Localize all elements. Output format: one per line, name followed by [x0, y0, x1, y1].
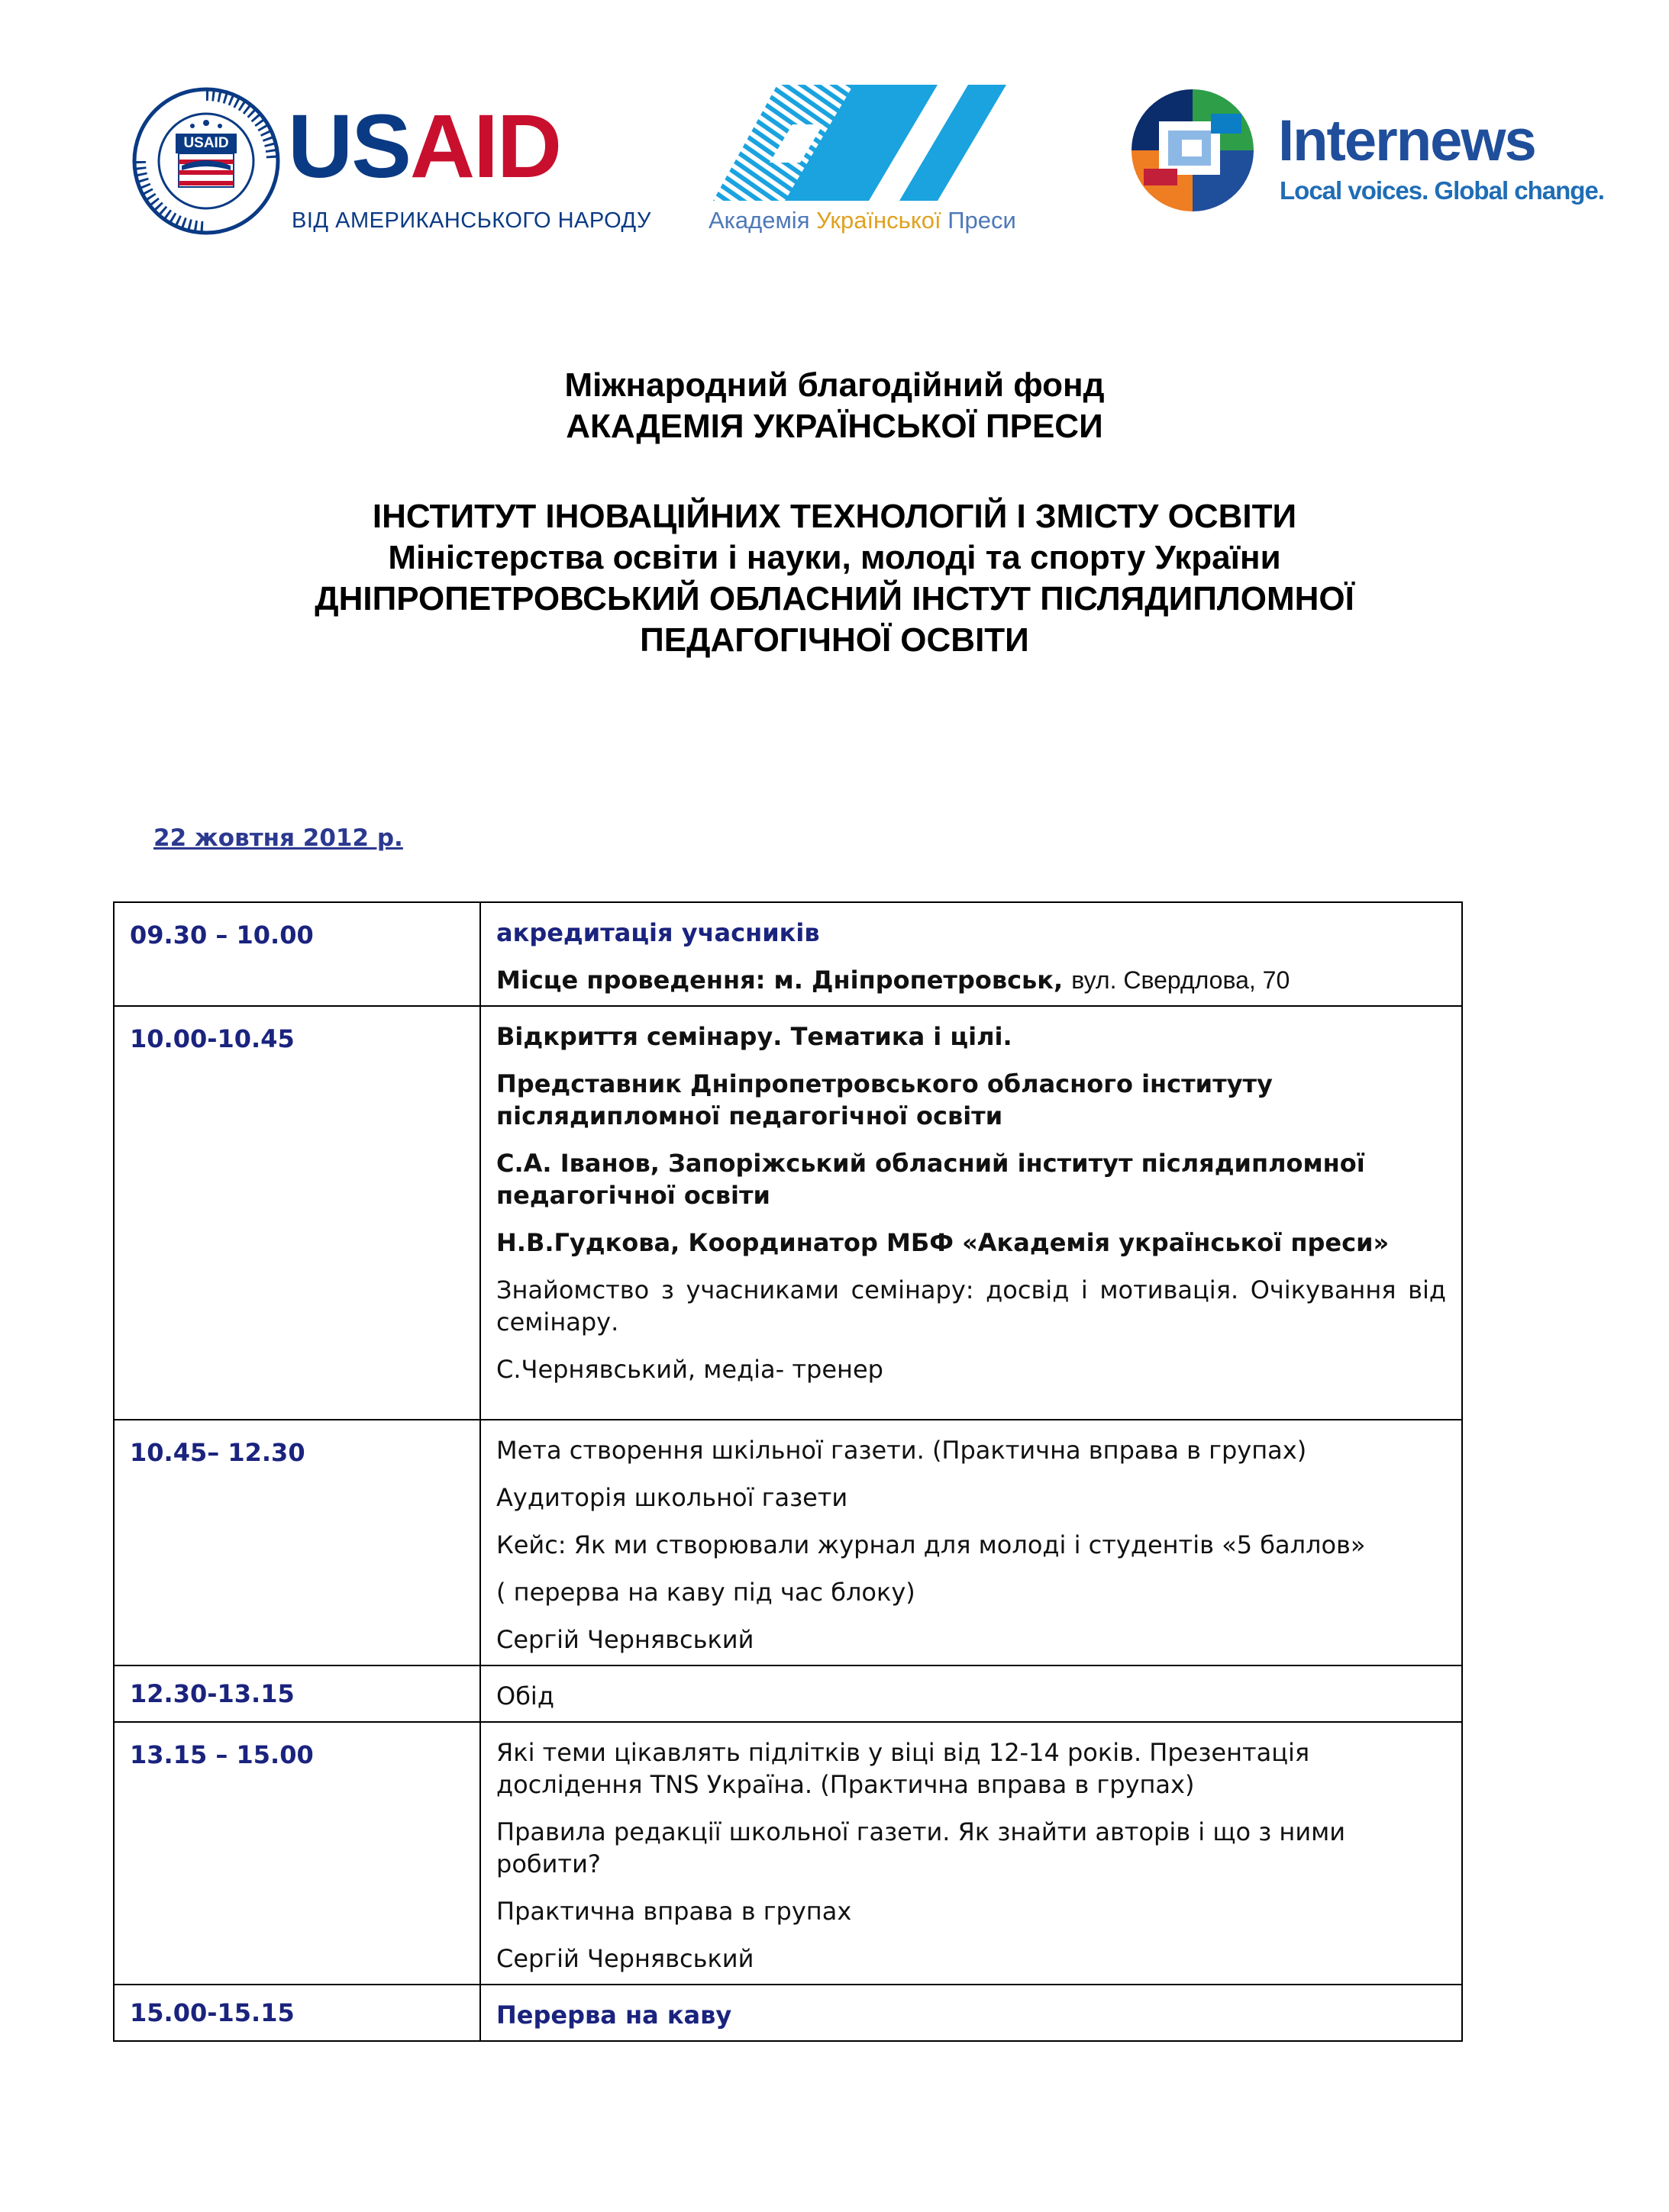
- aup-logo: [709, 79, 1014, 247]
- usaid-seal-icon: [131, 86, 281, 236]
- agenda-item: С.А. Іванов, Запоріжський обласний інститут післядипломної педагогічної освіти: [496, 1149, 1365, 1210]
- header-line-2: АКАДЕМІЯ УКРАЇНСЬКОЇ ПРЕСИ: [566, 408, 1103, 445]
- event-date: 22 жовтня 2012 р.: [153, 824, 403, 852]
- agenda-item: акредитація учасників: [496, 918, 820, 947]
- header-line-5: ДНІПРОПЕТРОВСЬКИЙ ОБЛАСНИЙ ІНСТУТ ПІСЛЯДИПЛОМНОЇ: [315, 580, 1354, 617]
- internews-wordmark: Internews: [1278, 108, 1535, 173]
- agenda-content: [480, 902, 1462, 1006]
- logo-bar: [0, 73, 1604, 256]
- agenda-row: [114, 1420, 1462, 1665]
- aup-caption: Академія Української Преси: [709, 207, 1016, 234]
- agenda-content: [480, 1985, 1462, 2041]
- usaid-wordmark: USAID: [288, 96, 561, 197]
- header-institutes: [0, 496, 1669, 661]
- agenda-item: Кейс: Як ми створювали журнал для молоді і студентів «5 баллов»: [496, 1530, 1366, 1559]
- internews-tagline: Local voices. Global change.: [1280, 176, 1604, 205]
- agenda-item: Сергій Чернявський: [496, 1944, 754, 1973]
- agenda-item: Знайомство з учасниками семінару: досвід і мотивація. Очікування від семінару.: [496, 1275, 1446, 1337]
- agenda-content: [480, 1665, 1462, 1722]
- agenda-time: 12.30-13.15: [114, 1665, 480, 1722]
- agenda-content: [480, 1006, 1462, 1420]
- agenda-table: [113, 901, 1463, 2042]
- agenda-row: [114, 1665, 1462, 1722]
- agenda-content: [480, 1420, 1462, 1665]
- agenda-row: [114, 902, 1462, 1006]
- agenda-time: 15.00-15.15: [114, 1985, 480, 2041]
- agenda-item: Відкриття семінару. Тематика і цілі.: [496, 1022, 1012, 1051]
- agenda-time: 10.45– 12.30: [114, 1420, 480, 1665]
- agenda-item: Які теми цікавлять підлітків у віці від 12-14 років. Презентація дослідення TNS Україна. (Практична вправа в групах): [496, 1738, 1310, 1799]
- agenda-row: [114, 1722, 1462, 1985]
- aup-emblem-icon: [709, 79, 1014, 205]
- agenda-item: Обід: [496, 1682, 554, 1711]
- agenda-item: ( перерва на каву під час блоку): [496, 1578, 915, 1607]
- header-line-1: Міжнародний благодійний фонд: [564, 366, 1105, 404]
- usaid-seal-badge: USAID: [183, 135, 229, 151]
- agenda-content: [480, 1722, 1462, 1985]
- header-line-4: Міністерства освіти і науки, молоді та спорту України: [388, 539, 1281, 576]
- agenda-item: Аудиторія школьної газети: [496, 1483, 848, 1512]
- agenda-time: 10.00-10.45: [114, 1006, 480, 1420]
- agenda-item: Правила редакції школьної газети. Як знайти авторів і що з ними робити?: [496, 1817, 1346, 1878]
- header-organization: [0, 365, 1669, 447]
- agenda-item: Практична вправа в групах: [496, 1897, 852, 1926]
- agenda-item: Перерва на каву: [496, 2001, 732, 2030]
- internews-logo: [1125, 83, 1604, 236]
- agenda-item: Мета створення шкільної газети. (Практична вправа в групах): [496, 1436, 1307, 1465]
- agenda-row: [114, 1006, 1462, 1420]
- agenda-row: [114, 1985, 1462, 2041]
- agenda-time: 09.30 – 10.00: [114, 902, 480, 1006]
- agenda-item: Н.В.Гудкова, Координатор МБФ «Академія української преси»: [496, 1228, 1390, 1257]
- agenda-item: С.Чернявський, медіа- тренер: [496, 1355, 883, 1384]
- header-line-6: ПЕДАГОГІЧНОЇ ОСВІТИ: [640, 621, 1029, 659]
- agenda-item-location: Місце проведення: м. Дніпропетровськ, вул. Свердлова, 70: [496, 966, 1290, 995]
- header-line-3: ІНСТИТУТ ІНОВАЦІЙНИХ ТЕХНОЛОГІЙ І ЗМІСТУ ОСВІТИ: [372, 498, 1297, 535]
- internews-emblem-icon: [1125, 83, 1260, 218]
- usaid-logo: [131, 86, 651, 239]
- agenda-item: Представник Дніпропетровського обласного інституту післядипломної педагогічної освіти: [496, 1069, 1273, 1130]
- agenda-time: 13.15 – 15.00: [114, 1722, 480, 1985]
- agenda-item: Сергій Чернявський: [496, 1625, 754, 1654]
- usaid-subtitle: ВІД АМЕРИКАНСЬКОГО НАРОДУ: [292, 208, 651, 233]
